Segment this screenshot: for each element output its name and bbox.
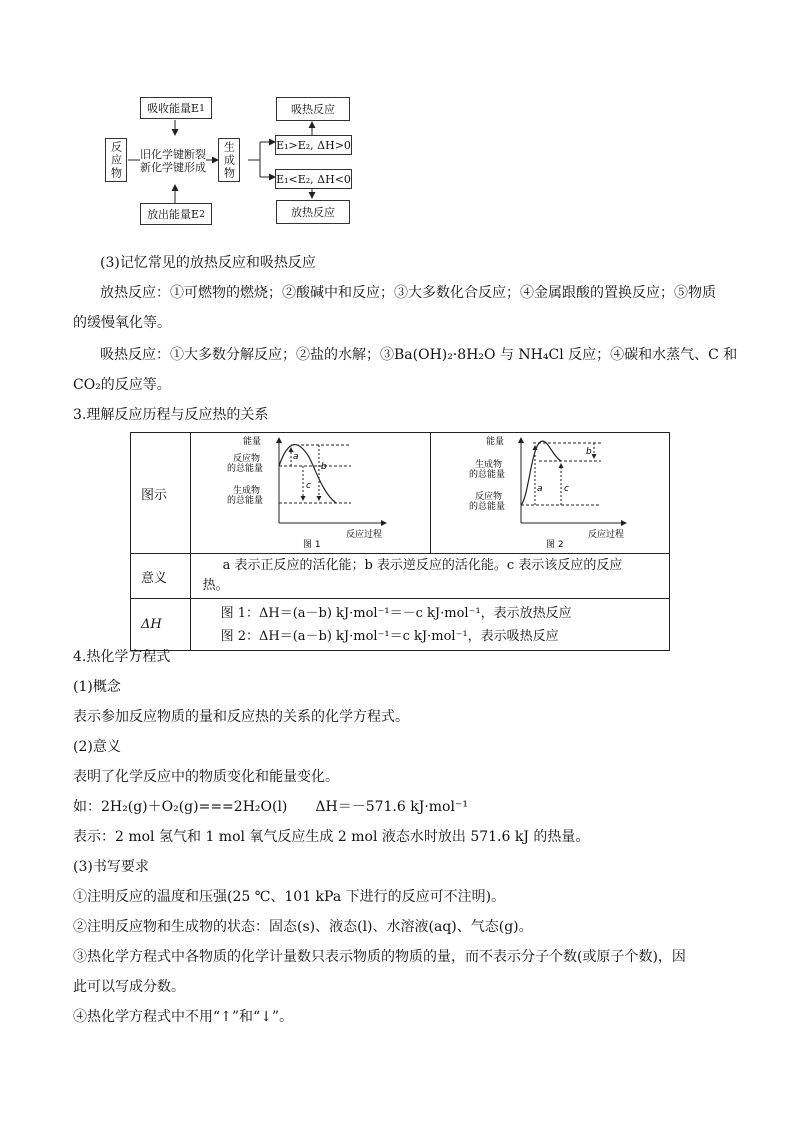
fig2-c-label: c (564, 484, 570, 494)
fig1-c-label: c (305, 481, 311, 491)
meaning-heading: (2)意义 (73, 739, 121, 755)
exothermic-box (276, 200, 350, 224)
product-box (218, 138, 240, 182)
energy-diagram-2 (431, 433, 667, 549)
reaction-heat-table (130, 432, 670, 651)
bond-form-label: 新化学键形成 (140, 161, 206, 174)
fig2-ylabel: 能量 (486, 437, 505, 447)
release-energy-sub: 2 (199, 208, 205, 220)
release-energy-box (140, 203, 212, 225)
exo-line-2: 的缓慢氧化等。 (73, 315, 171, 331)
requirement-3-line-1: ③热化学方程式中各物质的化学计量数只表示物质的物质的量，而不表示分子个数(或原子个数)，因 (73, 949, 686, 965)
absorb-energy-sub: 1 (199, 102, 205, 114)
reactant-label: 反应物 (109, 140, 123, 180)
endothermic-label: 吸热反应 (291, 102, 335, 116)
fig1-lower-label-2: 的总能量 (226, 496, 263, 506)
row-label-meaning: 意义 (131, 554, 191, 599)
fig1-b-label: b (320, 462, 327, 472)
section-3-heading: (3)记忆常见的放热反应和吸热反应 (100, 255, 316, 271)
fig1-caption: 图 1 (302, 540, 321, 549)
fig1-xlabel: 反应过程 (345, 530, 382, 540)
fig1-a-label: a (292, 452, 299, 462)
endothermic-box (276, 97, 350, 121)
bond-change-text (140, 148, 206, 174)
fig1-lower-label-1: 生成物 (232, 486, 260, 496)
section-4-title: 4.热化学方程式 (73, 649, 171, 665)
release-energy-label: 放出能量E (147, 207, 200, 221)
endo-line-2: CO₂的反应等。 (73, 377, 171, 393)
concept-heading: (1)概念 (73, 679, 121, 695)
concept-text: 表示参加反应物质的量和反应热的关系的化学方程式。 (73, 709, 409, 725)
section-3-title: 3.理解反应历程与反应热的关系 (73, 407, 269, 423)
meaning-line-1: a 表示正反应的活化能；b 表示逆反应的活化能。c 表示该反应的反应 (222, 558, 623, 573)
requirement-1: ①注明反应的温度和压强(25 ℃、101 kPa 下进行的反应可不注明)。 (73, 889, 506, 905)
requirement-3-line-2: 此可以写成分数。 (73, 979, 185, 995)
fig2-b-label: b (586, 447, 592, 457)
dh-cell (190, 599, 669, 651)
fig2-caption: 图 2 (546, 540, 564, 549)
absorb-energy-box (140, 97, 212, 119)
reactant-box (105, 138, 127, 182)
fig2-xlabel: 反应过程 (588, 530, 625, 540)
fig2-lower-label-2: 的总能量 (469, 502, 506, 512)
fig1-upper-label-1: 反应物 (232, 454, 260, 464)
energy-diagram-1 (191, 433, 429, 549)
bond-break-label: 旧化学键断裂 (140, 148, 206, 161)
meaning-cell (190, 554, 669, 599)
requirement-4: ④热化学方程式中不用“↑”和“↓”。 (73, 1009, 294, 1025)
fig1-ylabel: 能量 (242, 437, 261, 447)
condition-exo-box (275, 169, 352, 189)
condition-endo-box (275, 135, 352, 155)
dh-line-1: 图 1：ΔH＝(a－b) kJ·mol⁻¹＝－c kJ·mol⁻¹，表示放热反应 (220, 605, 572, 621)
product-label: 生成物 (222, 140, 236, 180)
row-label-figure: 图示 (131, 433, 191, 554)
meaning-line-2: 热。 (202, 578, 229, 593)
condition-exo-label: E₁<E₂, ΔH<0 (276, 172, 351, 186)
endo-line-1: 吸热反应：①大多数分解反应；②盐的水解；③Ba(OH)₂·8H₂O 与 NH₄Cl 反应；④碳和水蒸气、C 和 (100, 347, 738, 363)
exothermic-label: 放热反应 (291, 205, 335, 219)
condition-endo-label: E₁>E₂, ΔH>0 (276, 138, 351, 152)
fig2-upper-label-1: 生成物 (475, 460, 503, 470)
meaning-text: 表明了化学反应中的物质变化和能量变化。 (73, 769, 339, 785)
fig1-upper-label-2: 的总能量 (226, 464, 263, 474)
example-explanation: 表示：2 mol 氢气和 1 mol 氧气反应生成 2 mol 液态水时放出 571.6 kJ 的热量。 (73, 829, 590, 845)
exo-line-1: 放热反应：①可燃物的燃烧；②酸碱中和反应；③大多数化合反应；④金属跟酸的置换反应；⑤物质 (100, 285, 716, 301)
absorb-energy-label: 吸收能量E (147, 101, 200, 115)
example-equation: 如：2H₂(g)＋O₂(g)===2H₂O(l) ΔH＝－571.6 kJ·mol⁻¹ (73, 799, 468, 815)
fig2-lower-label-1: 反应物 (475, 492, 503, 502)
row-label-dh: ΔH (131, 599, 191, 651)
figure-1-cell (190, 433, 431, 554)
requirement-2: ②注明反应物和生成物的状态：固态(s)、液态(l)、水溶液(aq)、气态(g)。 (73, 919, 533, 935)
requirements-heading: (3)书写要求 (73, 859, 149, 875)
fig2-a-label: a (537, 484, 543, 494)
figure-2-cell (431, 433, 670, 554)
fig2-upper-label-2: 的总能量 (469, 470, 506, 480)
dh-line-2: 图 2：ΔH＝(a－b) kJ·mol⁻¹＝c kJ·mol⁻¹，表示吸热反应 (220, 628, 559, 644)
